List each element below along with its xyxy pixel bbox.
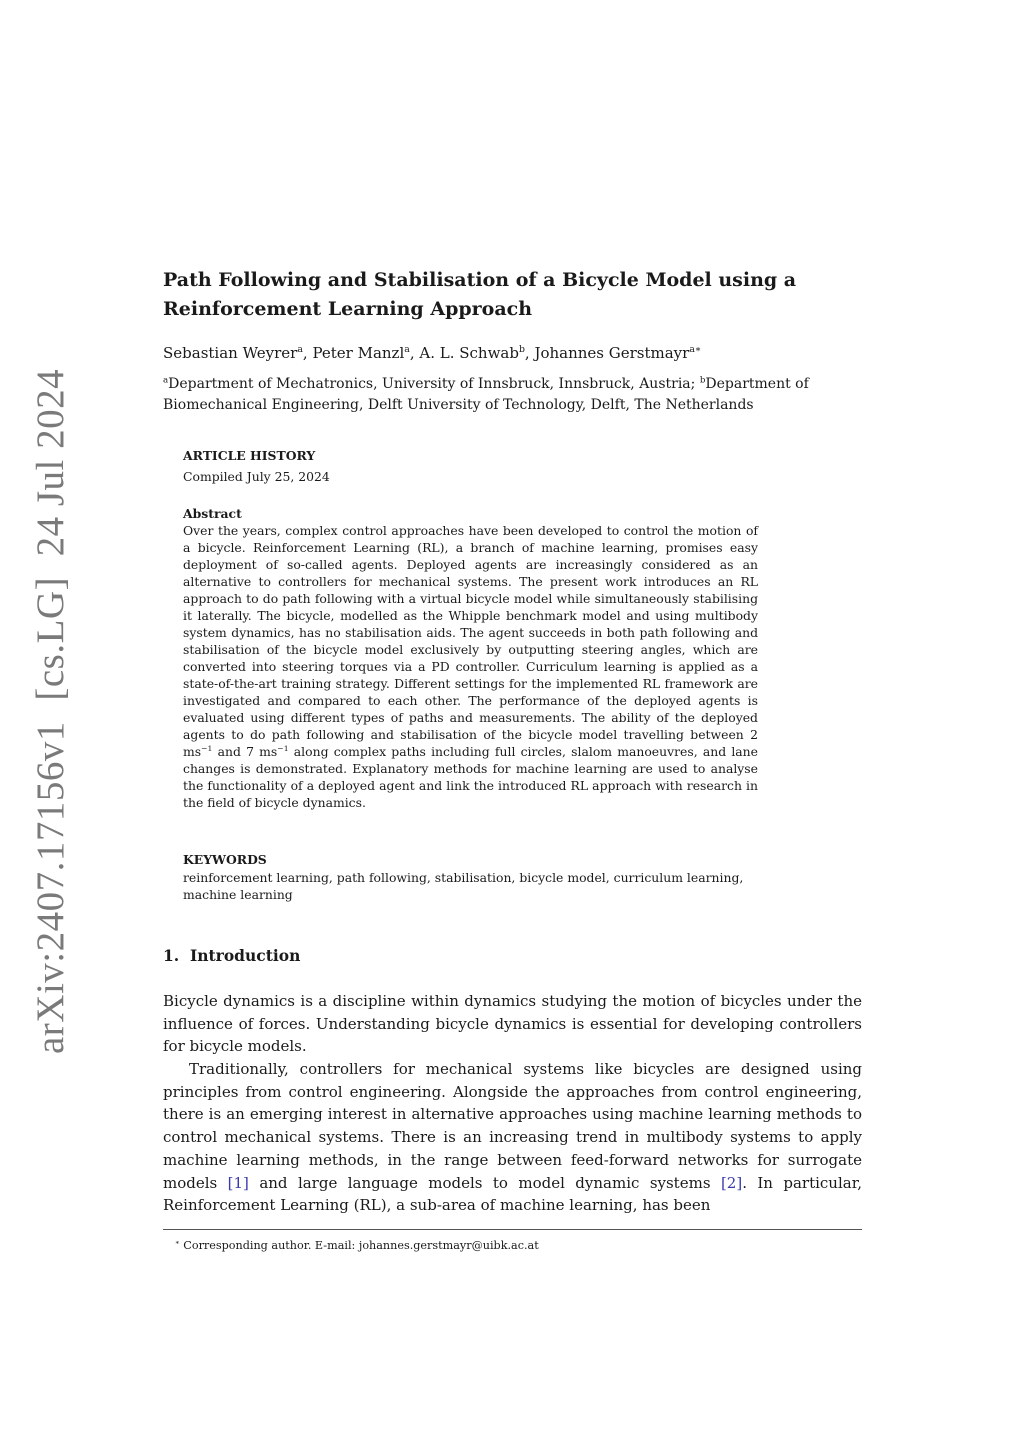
footnote-mark: ∗ (175, 1238, 180, 1247)
affiliation-mark: a (163, 375, 169, 386)
affiliation-mark: b (518, 344, 525, 355)
affiliation-mark: a (297, 344, 303, 355)
section-title: Introduction (189, 946, 301, 965)
intro-paragraph-2: Traditionally, controllers for mechanical systems like bicycles are designed using principles from control engineering. Alongside the approaches from control engineering, there is an emerging interest in alternative approaches using machine learning methods to control mechanical systems. There is an increasing trend in multibody systems to apply machine learning methods, in the range between feed-forward networks for surrogate models [1] and large language models to model dynamic systems [2]. In particular, Reinforcement Learning (RL), a sub-area of machine learning, has been (163, 1060, 863, 1215)
article-history-heading: ARTICLE HISTORY (183, 448, 316, 463)
paper-title (163, 266, 863, 324)
author-list: Sebastian Weyrer$^a$, Peter Manzl$^a$, A. L. Schwab$^b$, Johannes Gerstmayr$^{a∗}$ (163, 344, 702, 362)
footnote-divider (163, 1229, 862, 1230)
title-line-1: Path Following and Stabilisation of a Bicycle Model using a (163, 269, 797, 291)
author-name: Peter Manzl (312, 344, 405, 362)
speed-high: 7 $ms^{-1}$ (246, 743, 289, 759)
author-name: A. L. Schwab (419, 344, 519, 362)
affiliations (163, 374, 863, 416)
footnote (175, 1238, 539, 1254)
keywords-heading: KEYWORDS (183, 852, 267, 867)
keywords-text: reinforcement learning, path following, stabilisation, bicycle model, curriculum learning, machine learning (183, 870, 744, 902)
author-name: Johannes Gerstmayr (534, 344, 690, 362)
affiliation-a: Department of Mechatronics, University of Innsbruck, Innsbruck, Austria; (168, 376, 696, 392)
affiliation-mark: b (699, 375, 706, 386)
speed-low: 2 $ms^{-1}$ (183, 727, 758, 759)
intro-paragraph-1: Bicycle dynamics is a discipline within dynamics studying the motion of bicycles under the influence of forces. Understanding bicycle dynamics is essential for developing controllers for bicycle models. (163, 992, 862, 1056)
abstract-text: Over the years, complex control approaches have been developed to control the motion of a bicycle. Reinforcement Learning (RL), a branch of machine learning, promises easy deployment of so-called agents. Deployed agents are increasingly considered as an alternative to controllers for mechanical systems. The present work introduces an RL approach to do path following with a virtual bicycle model while simultaneously stabilising it laterally. The bicycle, modelled as the Whipple benchmark model and using multibody system dynamics, has no stabilisation aids. The agent succeeds in both path following and stabilisation of the bicycle model exclusively by outputting steering angles, which are converted into steering torques via a PD controller. Curriculum learning is applied as a state-of-the-art training strategy. Different settings for the implemented RL framework are investigated and compared to each other. The performance of the deployed agents is evaluated using different types of paths and measurements. The ability of the deployed agents to do path following and stabilisation of the bicycle model travelling between 2 $ms^{-1}$ and 7 $ms^{-1}$ along complex paths including full circles, slalom manoeuvres, and lane changes is demonstrated. Explanatory methods for machine learning are used to analyse the functionality of a deployed agent and link the introduced RL approach with research in the field of bicycle dynamics. (183, 523, 758, 810)
title-line-2: Reinforcement Learning Approach (163, 298, 533, 320)
affiliation-b: Department of Biomechanical Engineering, Delft University of Technology, Delft, The Netherlands (163, 376, 809, 413)
section-heading (163, 945, 300, 967)
footnote-text: Corresponding author. E-mail: johannes.gerstmayr@uibk.ac.at (179, 1239, 539, 1252)
compiled-date: Compiled July 25, 2024 (183, 469, 330, 484)
citation-link[interactable]: [1] (227, 1173, 249, 1192)
citation-link[interactable]: [2] (720, 1173, 743, 1192)
author-name: Sebastian Weyrer (163, 344, 298, 362)
affiliation-mark: a∗ (689, 344, 702, 355)
section-number: 1. (163, 946, 180, 965)
affiliation-mark: a (404, 344, 410, 355)
arxiv-side-stamp: arXiv:2407.17156v1 [cs.LG] 24 Jul 2024 (29, 368, 72, 1054)
abstract-heading: Abstract (183, 506, 242, 521)
